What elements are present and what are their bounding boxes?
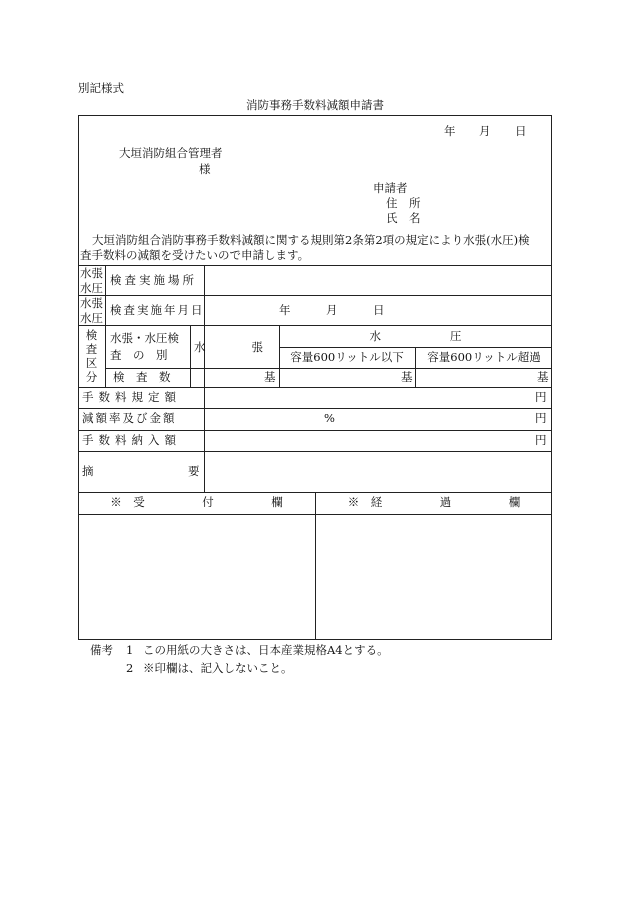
- category-type-label-1: 水張・水圧検: [110, 331, 179, 345]
- applicant-label: 申請者: [373, 181, 408, 195]
- progress-area: [316, 515, 551, 639]
- category-type-label-2: 査 の 別: [110, 348, 168, 362]
- suibari-header: 水 張: [194, 340, 263, 354]
- reception-area: [79, 515, 315, 639]
- fee-label: 手数料規定額: [82, 390, 181, 404]
- date-month: 月: [479, 124, 491, 138]
- date-row-side-label: 水張 水圧: [80, 296, 103, 325]
- inspection-day: 日: [373, 303, 385, 317]
- addressee-honorific: 様: [199, 162, 211, 176]
- summary-input[interactable]: [205, 452, 551, 492]
- count-unit-small: 基: [401, 370, 413, 384]
- reduction-label: 減額率及び金額: [82, 411, 177, 425]
- capacity-large-header: 容量600リットル超過: [427, 350, 541, 364]
- date-day: 日: [515, 124, 527, 138]
- applicant-name: 氏 名: [386, 211, 421, 225]
- body-text-line-2: 査手数料の減額を受けたいので申請します。: [80, 248, 310, 262]
- note-1-number: 1: [126, 643, 134, 657]
- addressee-org: 大垣消防組合管理者: [119, 146, 223, 160]
- date-row-label: 検査実施年月日: [110, 303, 205, 317]
- note-2-text: ※印欄は、記入しないこと。: [143, 661, 293, 675]
- place-input[interactable]: [205, 266, 551, 295]
- reduction-percent: %: [324, 411, 335, 425]
- paid-unit: 円: [535, 433, 547, 447]
- reception-header: ※ 受 付 欄: [110, 495, 283, 509]
- form-label: 別記様式: [78, 81, 124, 95]
- progress-header: ※ 経 過 欄: [347, 495, 521, 509]
- note-1-text: この用紙の大きさは、日本産業規格A4とする。: [143, 643, 389, 657]
- applicant-address: 住 所: [386, 196, 421, 210]
- reduction-unit: 円: [535, 411, 547, 425]
- date-year: 年: [444, 124, 456, 138]
- inspection-month: 月: [326, 303, 338, 317]
- paid-label: 手数料納入額: [82, 433, 181, 447]
- body-text-line-1: 大垣消防組合消防事務手数料減額に関する規則第2条第2項の規定により水張(水圧)検: [92, 233, 530, 247]
- fee-unit: 円: [535, 390, 547, 404]
- place-row-label: 検査実施場所: [110, 273, 197, 287]
- category-side-label: 検 査 区 分: [85, 328, 98, 384]
- capacity-small-header: 容量600リットル以下: [290, 350, 404, 364]
- suiatsu-header: 水 圧: [369, 329, 462, 343]
- count-unit-suibari: 基: [264, 370, 276, 384]
- summary-label-b: 要: [188, 464, 200, 478]
- form-title: 消防事務手数料減額申請書: [246, 98, 384, 112]
- inspection-year: 年: [279, 303, 291, 317]
- summary-label-a: 摘: [82, 464, 94, 478]
- count-unit-large: 基: [537, 370, 549, 384]
- inspection-count-label: 検 査 数: [113, 370, 171, 384]
- notes-label: 備考: [90, 643, 113, 657]
- place-row-side-label: 水張 水圧: [80, 266, 103, 295]
- note-2-number: 2: [126, 661, 134, 675]
